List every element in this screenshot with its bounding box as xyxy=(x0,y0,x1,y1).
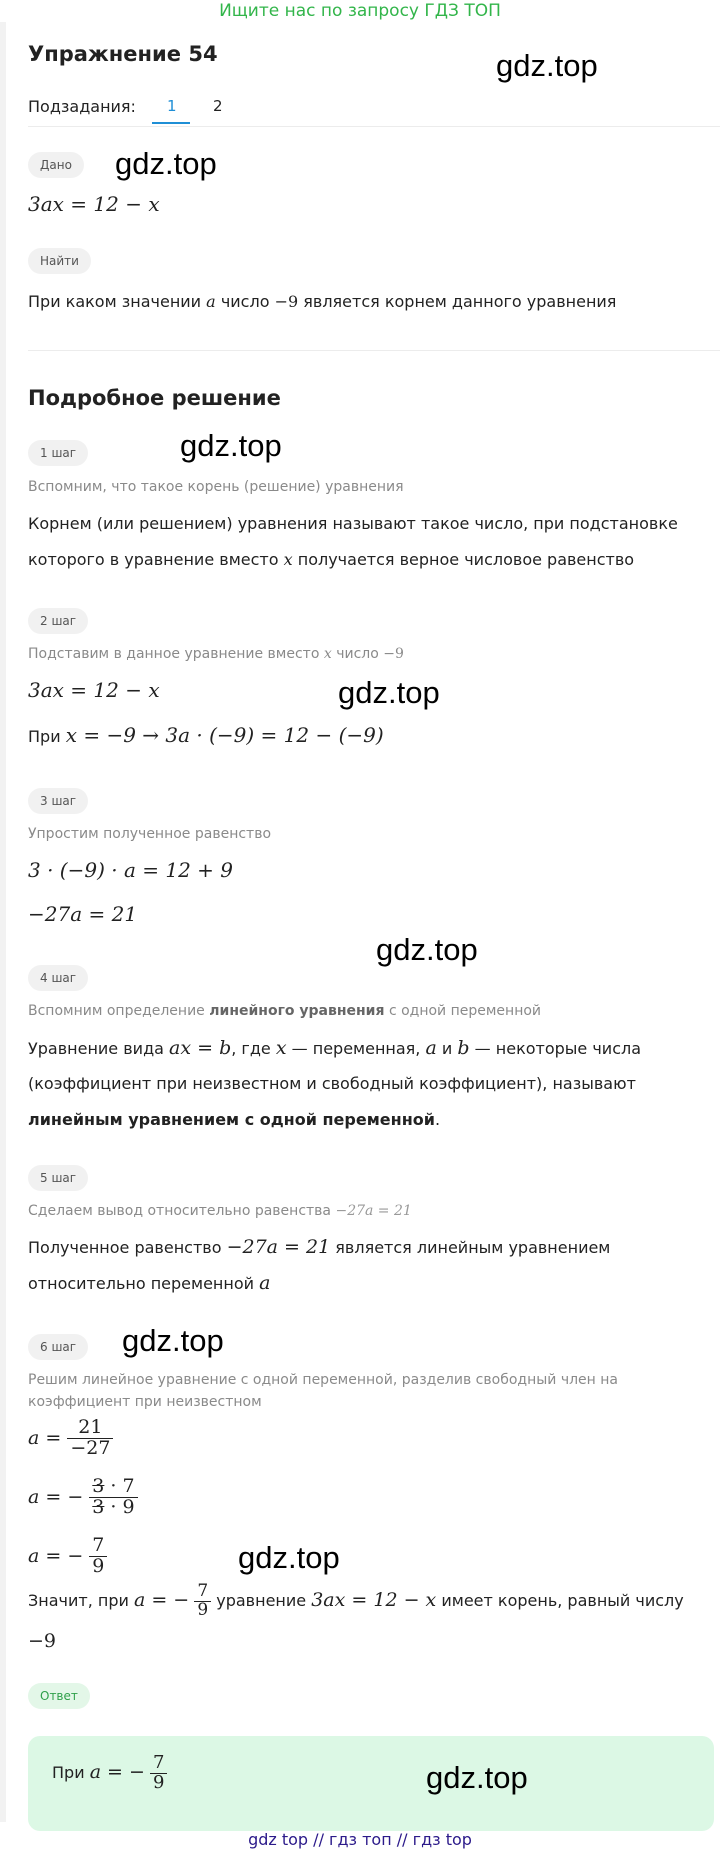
divider xyxy=(28,350,720,351)
answer-box xyxy=(28,1736,714,1831)
step-4-l1-eq: ax = b xyxy=(169,1037,232,1059)
step-4-hint xyxy=(28,1000,708,1022)
watermark: gdz.top xyxy=(115,146,217,181)
step-1-line-2 xyxy=(28,542,708,578)
step-5-l1-before: Полученное равенство xyxy=(28,1238,222,1257)
answer-den: 9 xyxy=(153,1771,165,1793)
step-3-hint: Упростим полученное равенство xyxy=(28,826,272,842)
answer-badge: Ответ xyxy=(28,1683,90,1709)
step-5-badge: 5 шаг xyxy=(28,1165,88,1191)
step-6-f2-frac xyxy=(89,1477,137,1518)
tab-subtask-2[interactable]: 2 xyxy=(213,97,223,115)
step-4-line-1 xyxy=(28,1030,708,1067)
step-5-hint xyxy=(28,1200,708,1222)
step-6-f1-num: 21 xyxy=(67,1418,113,1439)
step-4-line-2: (коэффициент при неизвестном и свободный коэффициент), называют xyxy=(28,1074,636,1093)
step-6-f2-num-b: · 7 xyxy=(104,1475,135,1497)
step-4-hint-before: Вспомним определение xyxy=(28,1003,205,1019)
watermark: gdz.top xyxy=(376,932,478,967)
step-5-l1-eq: −27a = 21 xyxy=(226,1236,331,1258)
step-3-eq-1-text: 3 · (−9) · a = 12 + 9 xyxy=(28,858,233,882)
step-2-hint xyxy=(28,643,708,665)
watermark: gdz.top xyxy=(338,675,440,710)
step-2-hint-value: −9 xyxy=(383,646,404,662)
step-6-conclusion xyxy=(28,1580,708,1662)
step-2-eq-2-label: При xyxy=(28,727,61,746)
step-6-c-before: Значит, при xyxy=(28,1591,129,1610)
divider xyxy=(28,126,720,127)
step-4-l1-a: a xyxy=(425,1037,437,1059)
watermark: gdz.top xyxy=(496,48,598,83)
find-value: −9 xyxy=(274,292,299,311)
step-4-l1-after: — некоторые числа xyxy=(474,1039,642,1058)
step-6-c-frac xyxy=(194,1583,211,1620)
watermark: gdz.top xyxy=(180,428,282,463)
step-6-f2-den-a: 3 xyxy=(92,1495,105,1518)
page-title: Упражнение 54 xyxy=(28,42,218,66)
step-5-line-1 xyxy=(28,1229,708,1266)
footer-divider: // xyxy=(396,1830,408,1849)
step-4-l1-x: x xyxy=(275,1037,287,1059)
footer-link-3[interactable]: гдз top xyxy=(412,1830,472,1849)
footer-links xyxy=(0,1830,720,1849)
tab-active-underline xyxy=(152,122,190,124)
left-rule xyxy=(0,22,6,1822)
step-4-l1-mid: , где xyxy=(231,1039,271,1058)
step-6-hint-1: Решим линейное уравнение с одной переменной, разделив свободный член на xyxy=(28,1372,618,1388)
step-2-hint-var: x xyxy=(323,646,332,662)
step-5-l1-after: является линейным уравнением xyxy=(335,1238,611,1257)
step-4-l1-before: Уравнение вида xyxy=(28,1039,164,1058)
step-4-line-3-after: . xyxy=(434,1110,441,1129)
step-6-c-eq: 3ax = 12 − x xyxy=(311,1589,437,1611)
step-4-badge: 4 шаг xyxy=(28,965,88,991)
step-6-badge: 6 шаг xyxy=(28,1334,88,1360)
step-6-f3-frac xyxy=(89,1536,107,1577)
step-6-c-after: имеет корень, равный числу xyxy=(441,1591,684,1610)
footer-link-1[interactable]: gdz top xyxy=(248,1830,309,1849)
step-2-hint-before: Подставим в данное уравнение вместо xyxy=(28,646,320,662)
watermark: gdz.top xyxy=(122,1323,224,1358)
answer-lhs: a = − xyxy=(89,1760,145,1783)
step-1-line-1: Корнем (или решением) уравнения называют такое число, при подстановке xyxy=(28,514,678,533)
given-badge: Дано xyxy=(28,152,84,178)
step-5-hint-before: Сделаем вывод относительно равенства xyxy=(28,1203,332,1219)
step-6-c-num: 7 xyxy=(194,1583,211,1602)
step-5-l2-before: относительно переменной xyxy=(28,1274,255,1293)
step-6-f2-num-a: 3 xyxy=(92,1475,105,1497)
step-3-badge: 3 шаг xyxy=(28,788,88,814)
step-6-f3-num: 7 xyxy=(89,1536,107,1557)
subtasks-label: Подзадания: xyxy=(28,97,136,116)
find-text-after: является корнем данного уравнения xyxy=(303,292,617,311)
step-3-eq-1 xyxy=(28,852,708,888)
step-1-hint: Вспомним, что такое корень (решение) уравнения xyxy=(28,479,404,495)
answer-num: 7 xyxy=(150,1754,167,1774)
given-equation xyxy=(28,186,708,222)
step-3-eq-2-text: −27a = 21 xyxy=(28,902,138,926)
step-4-line-3 xyxy=(28,1102,708,1138)
step-2-eq-2-text: x = −9 → 3a · (−9) = 12 − (−9) xyxy=(65,723,384,747)
tab-subtask-1[interactable]: 1 xyxy=(167,97,177,115)
step-2-eq-1-text: 3ax = 12 − x xyxy=(28,678,160,702)
step-6-f2-den-b: · 9 xyxy=(104,1495,135,1518)
footer-link-2[interactable]: гдз топ xyxy=(329,1830,392,1849)
step-1-line-2-after: получается верное числовое равенство xyxy=(297,550,635,569)
step-6-f1-frac xyxy=(67,1418,113,1459)
step-6-f1-lhs: a = xyxy=(28,1426,68,1449)
given-equation-text: 3ax = 12 − x xyxy=(28,192,160,216)
step-4-l1-b: b xyxy=(457,1037,470,1059)
watermark: gdz.top xyxy=(426,1760,528,1795)
step-6-f3-den: 9 xyxy=(92,1554,105,1577)
step-6-fraction-1 xyxy=(28,1418,113,1459)
step-4-hint-bold: линейного уравнения xyxy=(209,1003,385,1019)
find-badge: Найти xyxy=(28,248,91,274)
step-1-line-2-before: которого в уравнение вместо xyxy=(28,550,279,569)
step-1-badge: 1 шаг xyxy=(28,440,88,466)
step-2-hint-after: число xyxy=(336,646,379,662)
step-6-f2-lhs: a = − xyxy=(28,1485,84,1508)
find-text xyxy=(28,284,708,320)
step-4-hint-after: с одной переменной xyxy=(388,1003,542,1019)
solution-title: Подробное решение xyxy=(28,386,281,410)
step-6-f1-den: −27 xyxy=(70,1436,111,1459)
step-4-l1-and: и xyxy=(441,1039,453,1058)
step-5-line-2 xyxy=(28,1265,708,1302)
step-4-line-3-bold: линейным уравнением с одной переменной xyxy=(28,1110,435,1129)
step-3-eq-2 xyxy=(28,896,708,932)
step-5-l2-var: a xyxy=(259,1272,271,1294)
step-5-hint-eq: −27a = 21 xyxy=(335,1203,412,1219)
step-4-l1-dash: — переменная, xyxy=(291,1039,421,1058)
find-text-before: При каком значении xyxy=(28,292,202,311)
footer-divider: // xyxy=(313,1830,324,1849)
step-2-eq-2 xyxy=(28,717,708,755)
step-6-c-mid: уравнение xyxy=(216,1591,307,1610)
step-2-badge: 2 шаг xyxy=(28,608,88,634)
find-var: a xyxy=(206,292,216,311)
step-6-c-lhs: a = − xyxy=(133,1589,190,1611)
top-banner: Ищите нас по запросу ГДЗ ТОП xyxy=(219,1,501,21)
step-6-fraction-2 xyxy=(28,1477,138,1518)
answer-content xyxy=(52,1754,167,1793)
step-6-c-den: 9 xyxy=(197,1600,209,1620)
watermark: gdz.top xyxy=(238,1540,340,1575)
step-1-var: x xyxy=(283,550,293,569)
step-6-c-value: −9 xyxy=(28,1630,57,1652)
answer-frac xyxy=(150,1754,167,1793)
step-6-f3-lhs: a = − xyxy=(28,1544,84,1567)
find-text-middle: число xyxy=(220,292,270,311)
answer-prefix: При xyxy=(52,1762,85,1782)
step-6-hint-2: коэффициент при неизвестном xyxy=(28,1394,262,1410)
step-6-fraction-3 xyxy=(28,1536,107,1577)
